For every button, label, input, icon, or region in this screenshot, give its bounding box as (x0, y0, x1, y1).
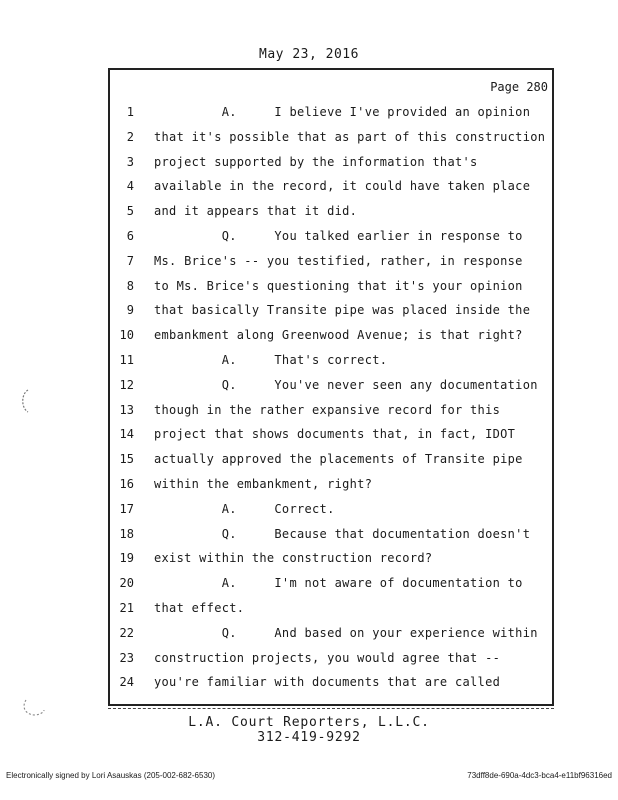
line-number: 3 (126, 155, 134, 169)
transcript-line-text: project supported by the information that's (154, 155, 478, 169)
frame-bottom-rule (108, 708, 554, 709)
line-number: 15 (119, 452, 134, 466)
court-reporter-phone: 312-419-9292 (257, 730, 361, 745)
line-number: 11 (119, 353, 134, 367)
transcript-line-text: that basically Transite pipe was placed inside the (154, 303, 531, 317)
transcript-line-text: Q. Because that documentation doesn't (154, 527, 531, 541)
transcript-line-text: though in the rather expansive record for this (154, 403, 501, 417)
line-number: 5 (126, 204, 134, 218)
line-number: 9 (126, 303, 134, 317)
transcript-line-text: that it's possible that as part of this construction (154, 130, 546, 144)
line-number: 1 (126, 105, 134, 119)
punch-hole-mark-icon (20, 696, 46, 718)
line-number: 7 (126, 254, 134, 268)
transcript-line-text: project that shows documents that, in fact, IDOT (154, 427, 516, 441)
electronic-signature-note: Electronically signed by Lori Asauskas (205-002-682-6530) (6, 771, 216, 780)
transcript-line-text: A. I believe I've provided an opinion (154, 105, 531, 119)
transcript-line-text: and it appears that it did. (154, 204, 358, 218)
court-reporter-name: L.A. Court Reporters, L.L.C. (188, 715, 430, 730)
line-number: 4 (126, 179, 134, 193)
line-number: 8 (126, 279, 134, 293)
line-number: 10 (119, 328, 134, 342)
transcript-line-text: A. Correct. (154, 502, 335, 516)
transcript-date-header: May 23, 2016 (259, 47, 359, 62)
line-number: 12 (119, 378, 134, 392)
transcript-line-text: Q. You've never seen any documentation (154, 378, 538, 392)
transcript-line-text: construction projects, you would agree that -- (154, 651, 501, 665)
transcript-line-text: you're familiar with documents that are called (154, 675, 501, 689)
line-number: 22 (119, 626, 134, 640)
transcript-line-text: available in the record, it could have taken place (154, 179, 531, 193)
line-number: 20 (119, 576, 134, 590)
transcript-line-text: to Ms. Brice's questioning that it's your opinion (154, 279, 523, 293)
line-number: 18 (119, 527, 134, 541)
line-number: 2 (126, 130, 134, 144)
transcript-line-text: A. I'm not aware of documentation to (154, 576, 523, 590)
transcript-line-text: A. That's correct. (154, 353, 388, 367)
document-id: 73dff8de-690a-4dc3-bca4-e11bf96316ed (467, 771, 612, 780)
transcript-line-text: actually approved the placements of Transite pipe (154, 452, 523, 466)
transcript-line-text: embankment along Greenwood Avenue; is that right? (154, 328, 523, 342)
line-number: 16 (119, 477, 134, 491)
line-number: 14 (119, 427, 134, 441)
transcript-line-text: Q. You talked earlier in response to (154, 229, 523, 243)
line-number: 17 (119, 502, 134, 516)
line-number: 23 (119, 651, 134, 665)
transcript-line-text: Ms. Brice's -- you testified, rather, in response (154, 254, 523, 268)
line-number: 19 (119, 551, 134, 565)
line-number: 13 (119, 403, 134, 417)
transcript-line-text: exist within the construction record? (154, 551, 433, 565)
transcript-line-text: that effect. (154, 601, 245, 615)
line-number: 21 (119, 601, 134, 615)
transcript-line-text: Q. And based on your experience within (154, 626, 538, 640)
punch-hole-mark-icon (18, 388, 32, 414)
page-number: Page 280 (490, 80, 548, 94)
line-number: 24 (119, 675, 134, 689)
transcript-line-text: within the embankment, right? (154, 477, 373, 491)
line-number: 6 (126, 229, 134, 243)
